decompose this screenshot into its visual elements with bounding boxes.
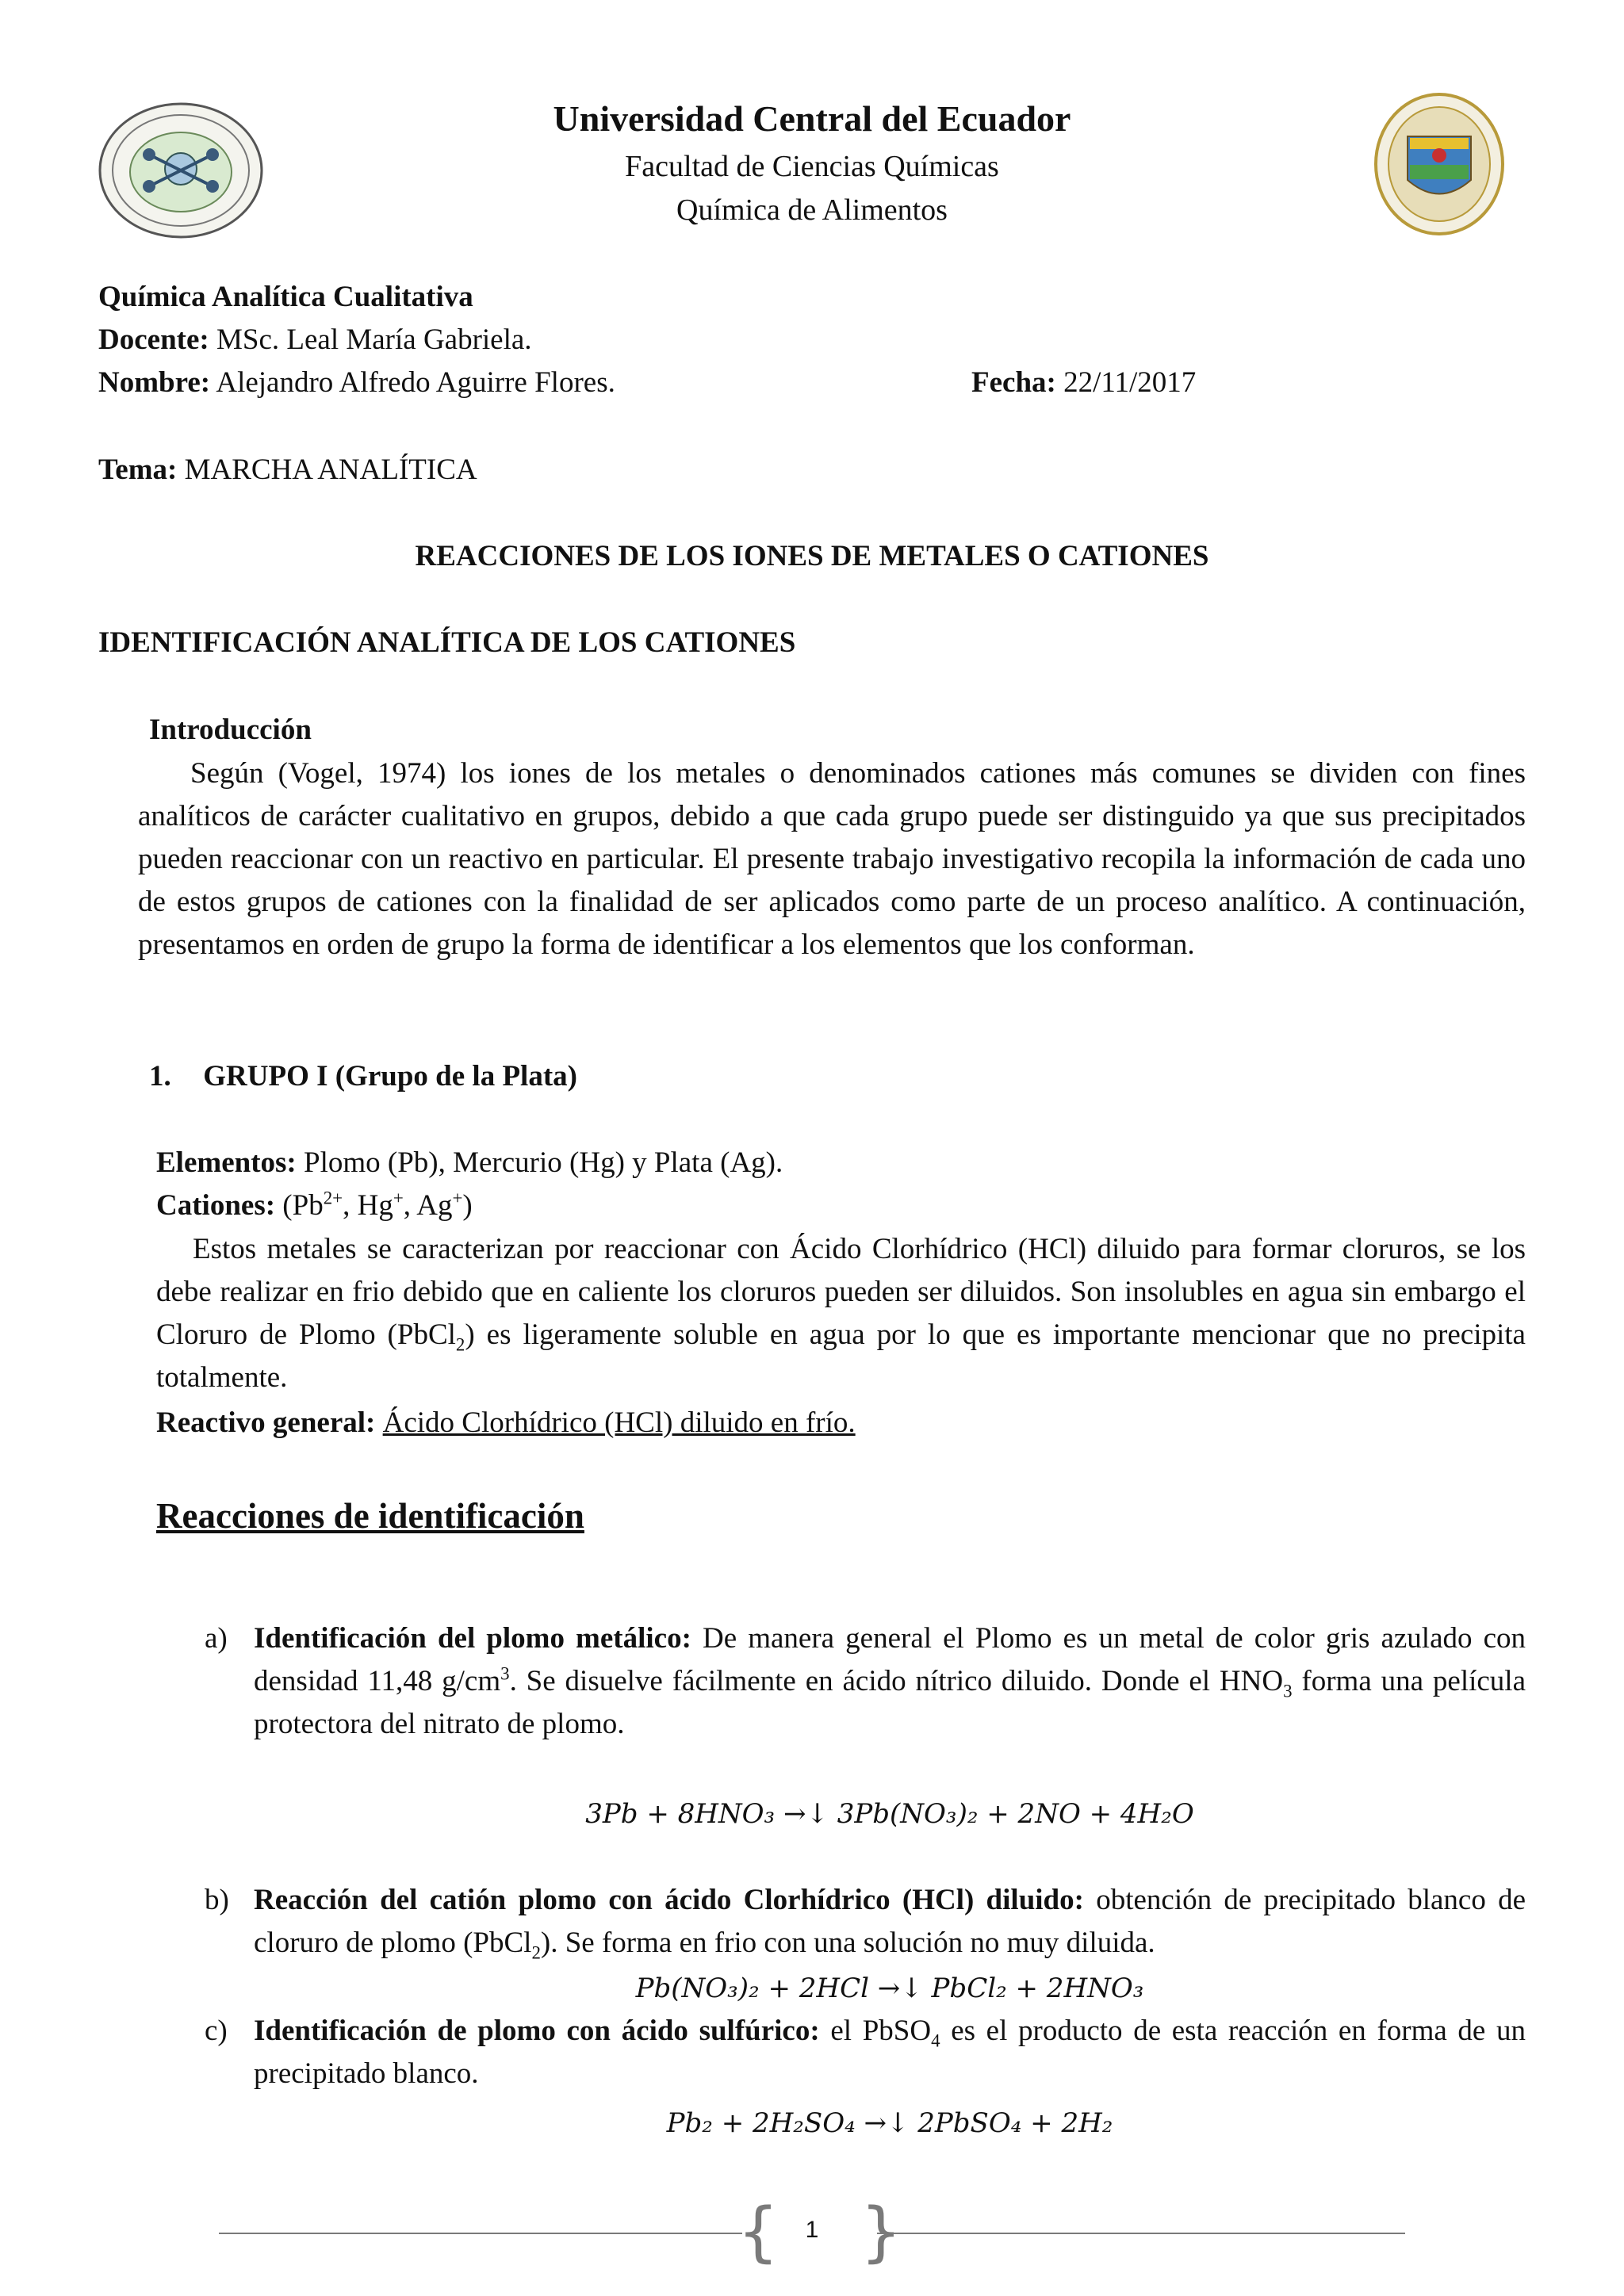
item-a-marker: a) xyxy=(205,1622,228,1655)
university-title: Universidad Central del Ecuador xyxy=(553,98,1071,139)
footer-rule-left xyxy=(219,2233,742,2234)
reagent-value: Ácido Clorhídrico (HCl) diluido en frío. xyxy=(382,1406,856,1439)
reagent-label: Reactivo general: xyxy=(156,1406,376,1439)
teacher-line xyxy=(98,319,532,362)
topic-label: Tema: xyxy=(98,453,178,486)
footer-rule-right xyxy=(877,2233,1405,2234)
name-value: Alejandro Alfredo Aguirre Flores. xyxy=(216,366,615,399)
topic-line xyxy=(98,449,477,492)
date-value: 22/11/2017 xyxy=(1063,366,1197,399)
group1-cations xyxy=(156,1184,473,1227)
group1-reagent xyxy=(156,1402,856,1445)
item-c-text: Identificación de plomo con ácido sulfúrico: el PbSO$_4$ es el producto de esta reacción en forma de un precipitado blanco. xyxy=(254,2015,1526,2090)
footer-bracket-left: { xyxy=(737,2195,779,2270)
group1-number: 1. xyxy=(149,1060,171,1093)
page-number: 1 xyxy=(805,2217,819,2243)
item-b-marker: b) xyxy=(205,1884,229,1916)
teacher-label: Docente: xyxy=(98,323,209,356)
elements-value: Plomo (Pb), Mercurio (Hg) y Plata (Ag). xyxy=(304,1146,783,1179)
group1-paragraph: Estos metales se caracterizan por reaccionar con Ácido Clorhídrico (HCl) diluido para formar cloruros, se los debe realizar en frio debido que en caliente los cloruros pueden ser diluidos. Son insolubles en agua sin embargo el Cloruro de Plomo (PbCl$_2$) es ligeramente soluble en agua por lo que es importante mencionar que no precipita totalmente. xyxy=(156,1233,1526,1394)
name-line xyxy=(98,362,615,404)
intro-paragraph: Según (Vogel, 1974) los iones de los metales o denominados cationes más comunes se dividen con fines analíticos de carácter cualitativo en grupos, debido a que cada grupo puede ser distinguido ya que sus precipitados pueden reaccionar con un reactivo en particular. El presente trabajo investigativo recopila la información de cada uno de estos grupos de cationes con la finalidad de ser aplicados como parte de un proceso analítico. A continuación, presentamos en orden de grupo la forma de identificar a los elementos que los conforman. xyxy=(138,757,1526,961)
equation-b: Pb(NO₃)₂ + 2HCl →↓ PbCl₂ + 2HNO₃ xyxy=(635,1973,1144,2004)
elements-label: Elementos: xyxy=(156,1146,297,1179)
teacher-value: MSc. Leal María Gabriela. xyxy=(216,323,532,356)
faculty-name: Facultad de Ciencias Químicas xyxy=(625,150,999,183)
cations-value: ($Pb^{2+}$, Hg+, Ag+) xyxy=(282,1188,473,1222)
main-heading: REACCIONES DE LOS IONES DE METALES O CATIONES xyxy=(415,540,1209,572)
group1-title: GRUPO I (Grupo de la Plata) xyxy=(203,1060,577,1093)
intro-heading: Introducción xyxy=(149,714,312,746)
item-c-marker: c) xyxy=(205,2015,228,2047)
name-label: Nombre: xyxy=(98,366,211,399)
footer-bracket-right: } xyxy=(860,2195,902,2270)
reactions-heading: Reacciones de identificación xyxy=(156,1496,584,1536)
group1-heading xyxy=(149,1055,577,1098)
course-name: Química Analítica Cualitativa xyxy=(98,281,473,313)
section-heading: IDENTIFICACIÓN ANALÍTICA DE LOS CATIONES xyxy=(98,626,796,659)
cations-label: Cationes: xyxy=(156,1189,276,1222)
group1-elements xyxy=(156,1142,783,1184)
program-name: Química de Alimentos xyxy=(676,193,948,227)
date-label: Fecha: xyxy=(971,366,1056,399)
item-b-text: Reacción del catión plomo con ácido Clorhídrico (HCl) diluido: obtención de precipitado blanco de cloruro de plomo (PbCl$_2$). Se forma en frio con una solución no muy diluida. xyxy=(254,1884,1526,1963)
date-line xyxy=(971,362,1196,404)
equation-c: Pb₂ + 2H₂SO₄ →↓ 2PbSO₄ + 2H₂ xyxy=(666,2107,1113,2139)
equation-a: 3Pb + 8HNO₃ →↓ 3Pb(NO₃)₂ + 2NO + 4H₂O xyxy=(585,1798,1194,1830)
item-a-text: Identificación del plomo metálico: De manera general el Plomo es un metal de color gris azulado con densidad 11,48 $g/cm^3$. Se disuelve fácilmente en ácido nítrico diluido. Donde el $HNO_3$ forma una película protectora del nitrato de plomo. xyxy=(254,1622,1526,1740)
topic-value: MARCHA ANALÍTICA xyxy=(184,453,477,486)
